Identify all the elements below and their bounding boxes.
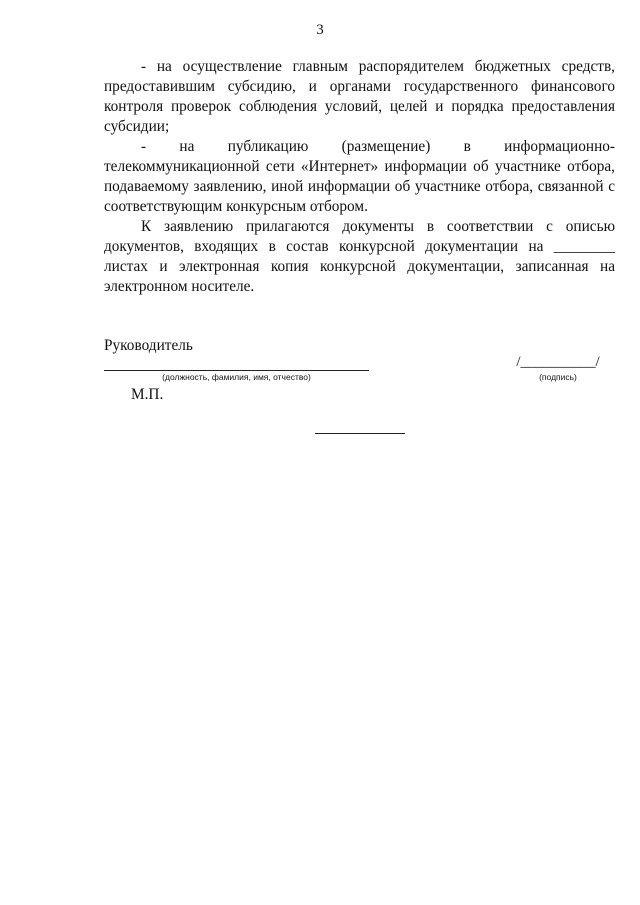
consent-item-publication: - на публикацию (размещение) в информационно-телекоммуникационной сети «Интернет» информации об участнике отбора, подаваемому заявлению, иной информации об участнике отбора, связанной с соответствующим конкурсным отбором.	[104, 138, 615, 215]
attachments-paragraph: К заявлению прилагаются документы в соответствии с описью документов, входящих в состав конкурсной документации на ________ листах и электронная копия конкурсной документации, записанная на электронном носителе.	[104, 218, 615, 295]
head-label: Руководитель	[104, 337, 193, 354]
name-signature-line	[104, 370, 369, 371]
signature-caption: (подпись)	[539, 372, 577, 382]
end-divider	[315, 433, 405, 434]
document-body	[104, 57, 615, 297]
name-caption: (должность, фамилия, имя, отчество)	[162, 372, 311, 382]
signature-block	[104, 336, 615, 403]
signature-field: /__________/	[516, 354, 600, 370]
page-number: 3	[316, 22, 324, 38]
consent-item-control: - на осуществление главным распорядителем бюджетных средств, предоставившим субсидию, и органами государственного финансового контроля проверок соблюдения условий, целей и порядка предоставления субсидии;	[104, 58, 615, 135]
stamp-label: М.П.	[131, 386, 164, 403]
